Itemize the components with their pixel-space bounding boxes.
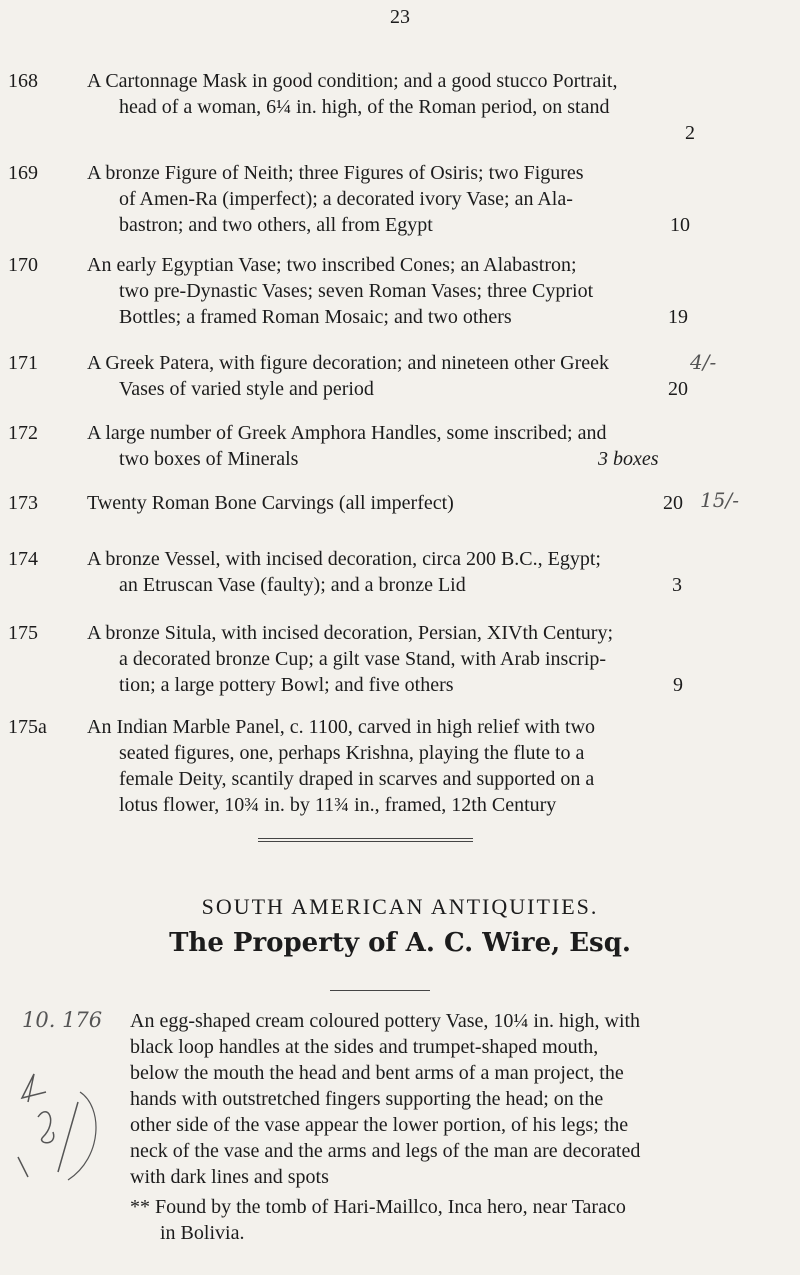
handwritten-price-mark (8, 1062, 118, 1182)
lot-number: 168 (8, 70, 38, 92)
lot-line: A Greek Patera, with figure decoration; and nineteen other Greek (87, 352, 610, 374)
lot-line: below the mouth the head and bent arms of a man project, the (130, 1062, 624, 1084)
note-line: ** Found by the tomb of Hari-Maillco, Inca hero, near Taraco (130, 1196, 626, 1218)
note-line: in Bolivia. (160, 1222, 245, 1244)
lot-number: 173 (8, 492, 38, 514)
lot-description (87, 350, 687, 402)
lot-line: a decorated bronze Cup; a gilt vase Stand, with Arab inscrip- (119, 648, 607, 670)
lot-number: 169 (8, 162, 38, 184)
lot-quantity: 3 (672, 574, 682, 596)
handwritten-lot-number: 10. 176 (22, 1008, 103, 1032)
handwritten-price-text (20, 1180, 22, 1181)
lot-line: an Etruscan Vase (faulty); and a bronze Lid (119, 574, 466, 596)
section-heading: SOUTH AMERICAN ANTIQUITIES. (201, 894, 599, 919)
lot-quantity: 20 (668, 378, 688, 400)
handwritten-price: 4/- (690, 350, 717, 374)
lot-quantity: 10 (670, 214, 690, 236)
lot-number: 175a (8, 716, 47, 738)
lot-line: two boxes of Minerals (119, 448, 299, 470)
page-number: 23 (390, 6, 410, 28)
lot-description (87, 252, 687, 330)
lot-line: A large number of Greek Amphora Handles, some inscribed; and (87, 422, 607, 444)
section-divider (258, 838, 473, 842)
lot-line: with dark lines and spots (130, 1166, 329, 1188)
lot-line: hands with outstretched fingers supporting the head; on the (130, 1088, 604, 1110)
lot-quantity: 2 (685, 122, 695, 144)
lot-line: lotus flower, 10¾ in. by 11¾ in., framed, 12th Century (119, 794, 557, 816)
section-subheading: The Property of A. C. Wire, Esq. (169, 928, 631, 958)
lot-description (87, 620, 687, 698)
lot-description (87, 420, 687, 472)
lot-line: Bottles; a framed Roman Mosaic; and two others (119, 306, 512, 328)
lot-line: head of a woman, 6¼ in. high, of the Roman period, on stand (119, 96, 610, 118)
lot-line: Twenty Roman Bone Carvings (all imperfect) (87, 492, 454, 514)
lot-line: A Cartonnage Mask in good condition; and a good stucco Portrait, (87, 70, 618, 92)
lot-line: female Deity, scantily draped in scarves and supported on a (119, 768, 595, 790)
lot-line: two pre-Dynastic Vases; seven Roman Vases; three Cypriot (119, 280, 594, 302)
lot-line: neck of the vase and the arms and legs of the man are decorated (130, 1140, 641, 1162)
lot-line: An Indian Marble Panel, c. 1100, carved in high relief with two (87, 716, 596, 738)
lot-line: bastron; and two others, all from Egypt (119, 214, 433, 236)
lot-quantity: 9 (673, 674, 683, 696)
lot-line: seated figures, one, perhaps Krishna, playing the flute to a (119, 742, 585, 764)
lot-description (87, 546, 687, 598)
lot-quantity: 3 boxes (598, 448, 659, 470)
lot-line: other side of the vase appear the lower portion, of his legs; the (130, 1114, 629, 1136)
handwritten-price: 15/- (700, 488, 739, 512)
lot-description (87, 490, 687, 516)
lot-quantity: 19 (668, 306, 688, 328)
lot-line: A bronze Situla, with incised decoration, Persian, XIVth Century; (87, 622, 614, 644)
lot-line: An egg-shaped cream coloured pottery Vase, 10¼ in. high, with (130, 1010, 641, 1032)
lot-number: 174 (8, 548, 38, 570)
lot-line: A bronze Vessel, with incised decoration, circa 200 B.C., Egypt; (87, 548, 601, 570)
lot-line: Vases of varied style and period (119, 378, 374, 400)
short-divider (330, 990, 430, 991)
lot-number: 170 (8, 254, 38, 276)
lot-description (130, 1008, 750, 1190)
lot-line: A bronze Figure of Neith; three Figures of Osiris; two Figures (87, 162, 584, 184)
lot-number: 171 (8, 352, 38, 374)
lot-line: black loop handles at the sides and trumpet-shaped mouth, (130, 1036, 599, 1058)
lot-description (87, 714, 687, 818)
lot-line: An early Egyptian Vase; two inscribed Cones; an Alabastron; (87, 254, 577, 276)
lot-line: tion; a large pottery Bowl; and five others (119, 674, 454, 696)
lot-number: 175 (8, 622, 38, 644)
lot-description (87, 160, 687, 238)
lot-number: 172 (8, 422, 38, 444)
lot-line: of Amen-Ra (imperfect); a decorated ivory Vase; an Ala- (119, 188, 573, 210)
lot-quantity: 20 (663, 492, 683, 514)
provenance-note (130, 1194, 730, 1246)
lot-description (87, 68, 687, 120)
